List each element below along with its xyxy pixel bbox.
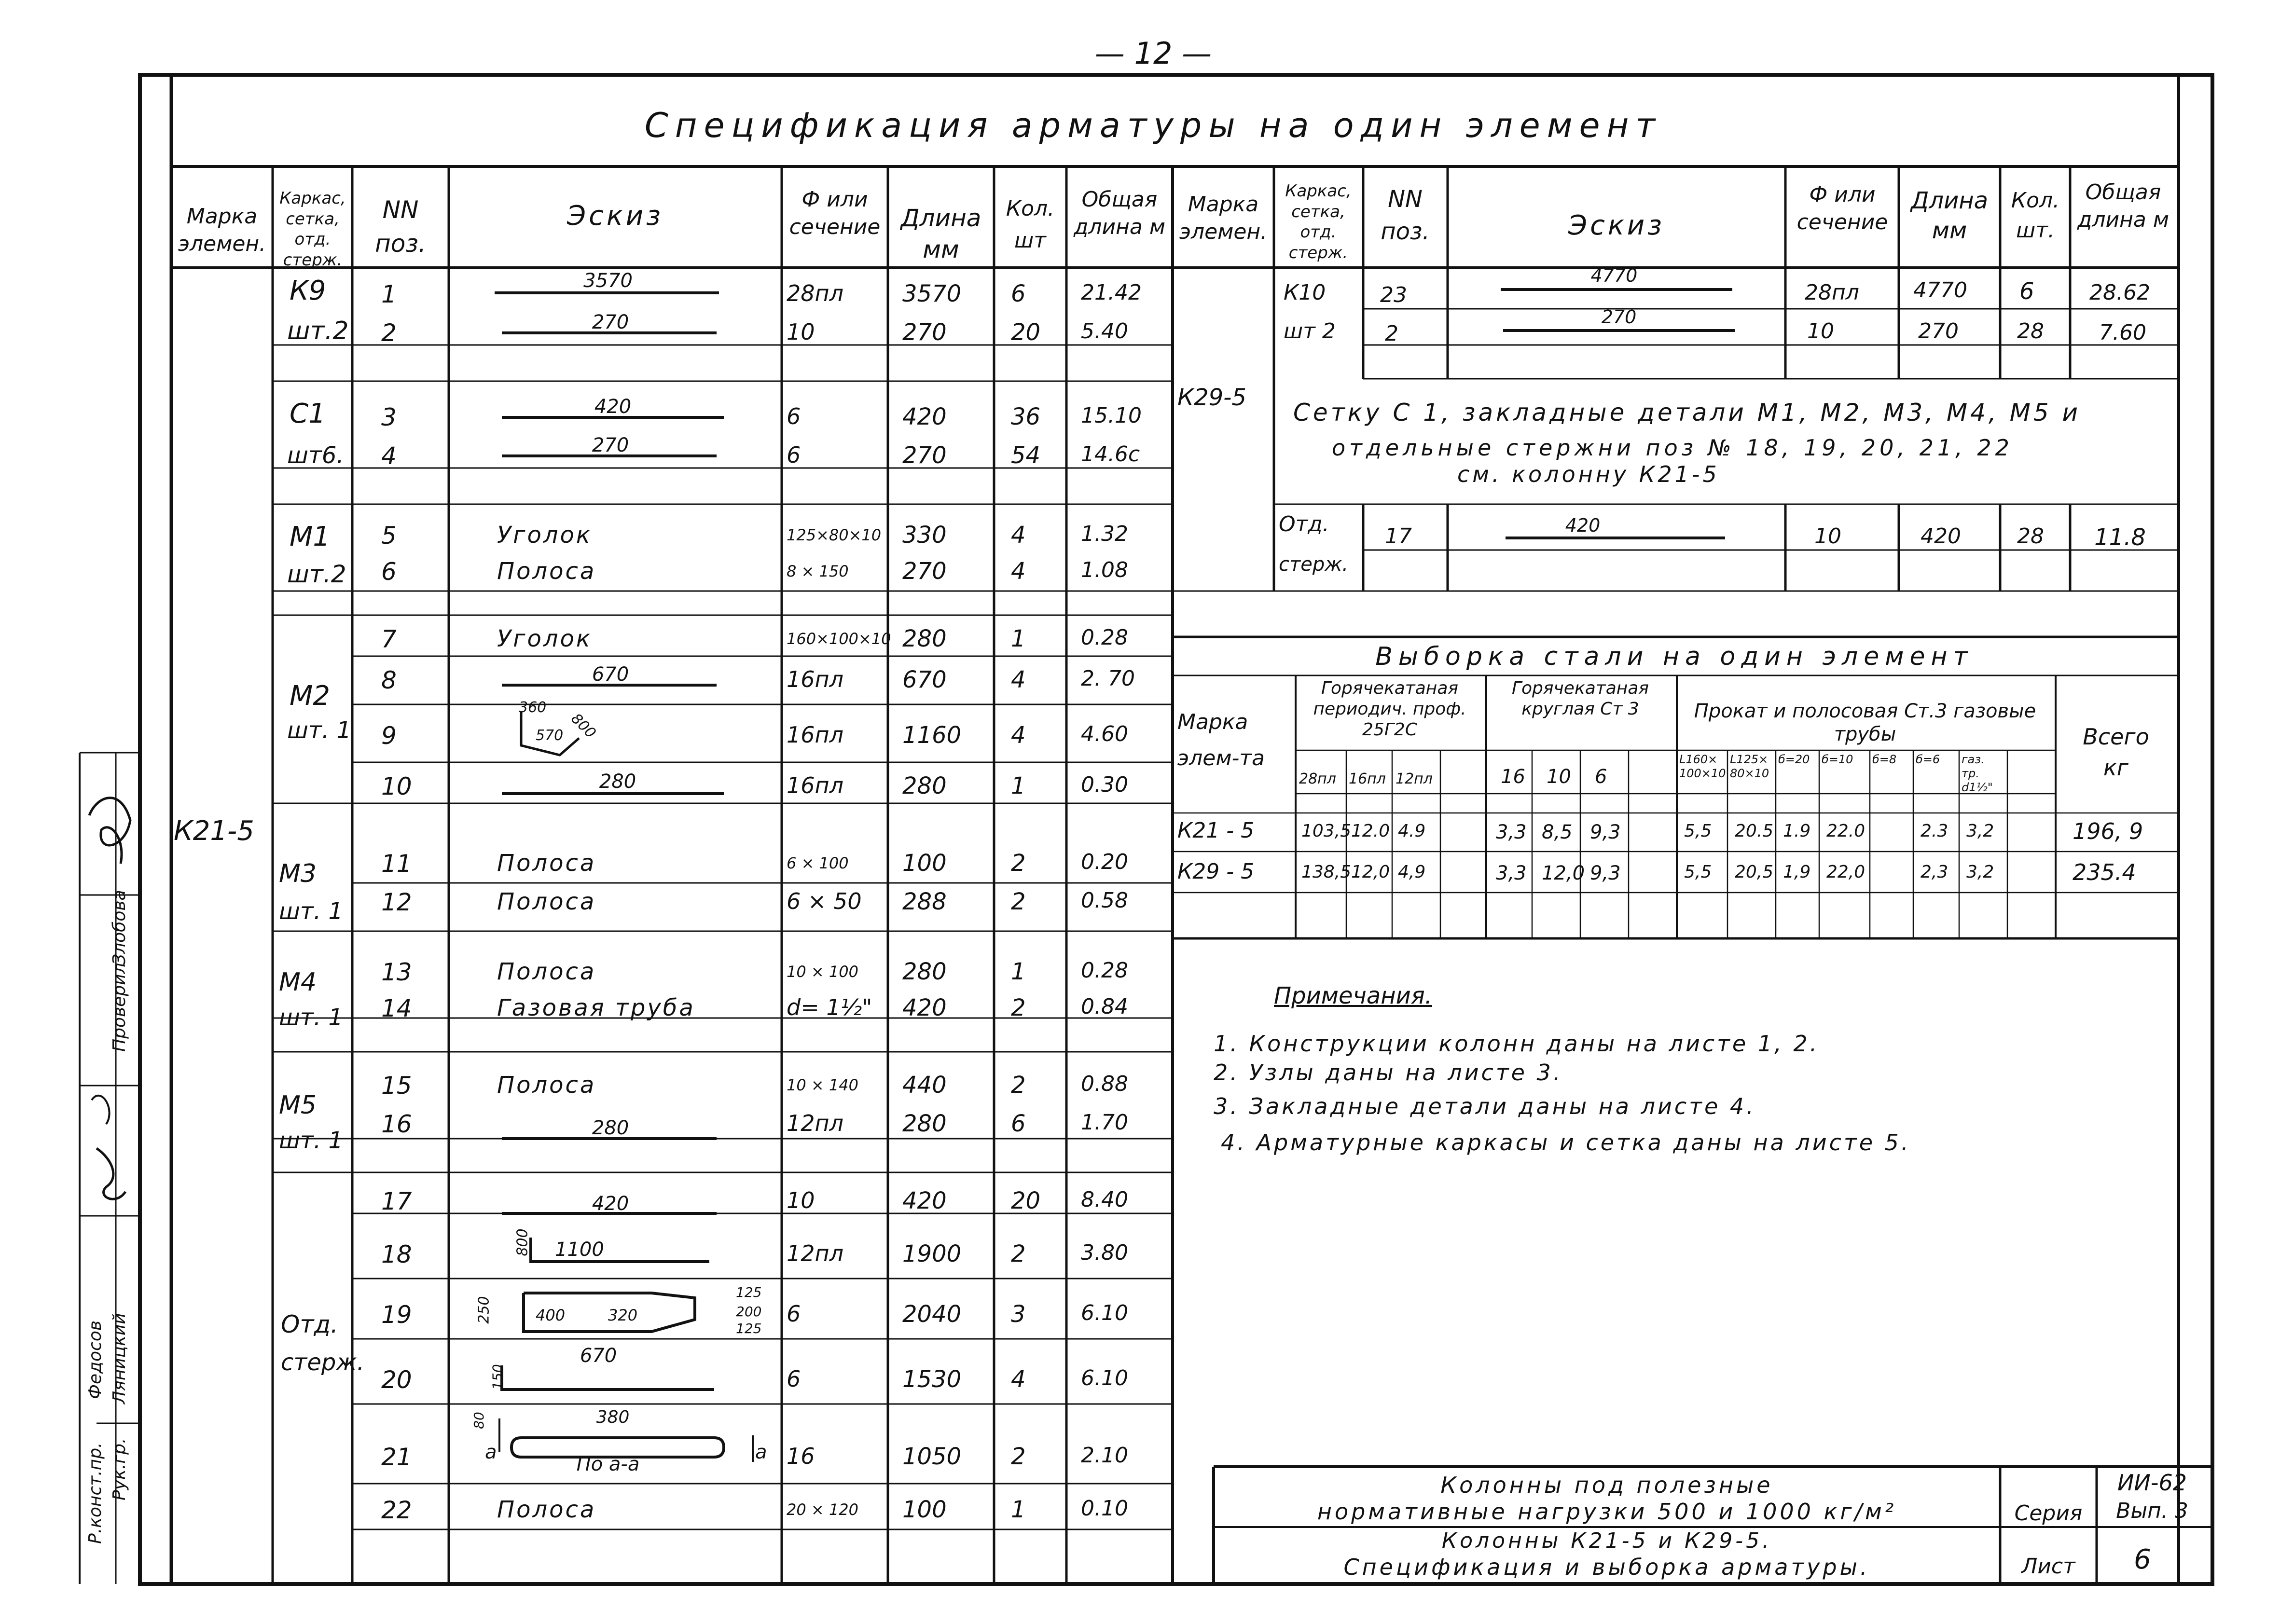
right-qty: 6 [2019, 278, 2034, 305]
steel-cell: 9,3 [1590, 862, 1621, 884]
steel-cell: 8,5 [1542, 821, 1573, 843]
spec-cell: 1 [1011, 958, 1026, 985]
spec-cell: 3 [1011, 1301, 1026, 1328]
steel-cell: 22,0 [1826, 862, 1865, 882]
note-item: 4. Арматурные каркасы и сетка даны на листе 5. [1221, 1129, 1911, 1156]
stamp-role: Р.конст.пр. [85, 1442, 105, 1544]
spec-cell: 6 [787, 1301, 801, 1327]
right-section: 10 [1807, 319, 1834, 344]
spec-cell: 3 [381, 403, 397, 431]
series-label: Серия [2014, 1501, 2083, 1526]
spec-cell: 3.80 [1081, 1240, 1128, 1265]
spec-cell: 1.70 [1081, 1110, 1128, 1135]
spec-cell: 1900 [902, 1240, 962, 1267]
steel-cell: 10 [1547, 766, 1571, 788]
right-section: 10 [1814, 524, 1841, 549]
sketch-dim: 3570 [583, 270, 633, 292]
spec-cell: 0.84 [1081, 994, 1128, 1019]
spec-cell: 16 [787, 1443, 815, 1469]
spec-cell: 0.30 [1081, 772, 1128, 797]
sketch-dim: По а-а [576, 1453, 640, 1475]
steel-cell: L125× 80×10 [1730, 753, 1769, 780]
spec-cell: 270 [902, 319, 947, 346]
spec-cell: 15.10 [1081, 403, 1142, 428]
spec-cell: 330 [902, 522, 947, 549]
spec-cell: 0.10 [1081, 1496, 1128, 1521]
spec-cell: 2040 [902, 1301, 962, 1328]
spec-cell: 21.42 [1081, 280, 1142, 305]
spec-cell: 6 [1011, 1110, 1026, 1137]
sketch-dim: 570 [536, 727, 564, 744]
steel-cell: L160× 100×10 [1679, 753, 1726, 780]
right-pos: 23 [1380, 283, 1407, 307]
right-group: шт 2 [1284, 319, 1336, 344]
spec-cell: 1530 [902, 1366, 962, 1393]
spec-cell: 2 [1011, 850, 1026, 877]
steel-cell: 235.4 [2073, 859, 2136, 885]
right-total: 11.8 [2094, 524, 2146, 551]
spec-cell: 2 [1011, 888, 1026, 915]
steel-cell: 20,5 [1735, 862, 1774, 882]
spec-cell: 1.32 [1081, 522, 1128, 546]
steel-header-group3: Прокат и полосовая Ст.3 газовые трубы [1694, 700, 2036, 745]
spec-cell: 2 [1011, 1443, 1026, 1470]
spec-cell: 6.10 [1081, 1366, 1128, 1390]
spec-cell: 4 [1011, 722, 1026, 749]
title-block-line3: Колонны К21-5 и К29-5. [1441, 1528, 1772, 1553]
spec-cell: 0.20 [1081, 850, 1128, 874]
steel-header-group2: Горячекатаная круглая Ст 3 [1511, 678, 1649, 719]
header-frame-right: Каркас, сетка, отд. стерж. [1285, 181, 1352, 262]
steel-cell: 22.0 [1826, 821, 1865, 841]
spec-cell: 6 [381, 558, 397, 586]
spec-cell: 420 [902, 1187, 947, 1214]
spec-cell: 10 × 140 [787, 1076, 858, 1094]
header-section: Ф или сечение [789, 187, 881, 240]
sketch-dim: 420 [594, 396, 632, 418]
issue-value: Вып. 3 [2116, 1499, 2188, 1523]
steel-header-total: Всего кг [2083, 724, 2149, 781]
spec-cell: 1160 [902, 722, 962, 749]
group-label: К9 [290, 275, 326, 306]
title-block-line1: Колонны под полезные [1440, 1472, 1773, 1498]
sketch-dim: 320 [608, 1306, 638, 1324]
steel-cell: 2,3 [1921, 862, 1948, 882]
spec-cell: 20 × 120 [787, 1500, 858, 1519]
steel-cell: 16пл [1349, 771, 1386, 787]
spec-cell: 160×100×10 [787, 630, 891, 648]
sketch-dim: 125 [736, 1321, 762, 1336]
group-label: шт.2 [287, 317, 349, 345]
steel-header-mark: Марка элем-та [1177, 710, 1265, 771]
header-sketch: Эскиз [567, 200, 663, 232]
spec-cell: 0.28 [1081, 958, 1128, 983]
spec-cell: 4 [1011, 522, 1026, 549]
spec-cell: 12пл [787, 1110, 844, 1136]
steel-cell: 9,3 [1590, 821, 1621, 843]
spec-cell: 6.10 [1081, 1301, 1128, 1325]
note-item: 2. Узлы даны на листе 3. [1214, 1060, 1563, 1086]
header-sketch-right: Эскиз [1568, 210, 1665, 241]
steel-cell: газ. тр. d1½" [1962, 753, 1993, 794]
steel-cell: 12.0 [1351, 821, 1390, 841]
spec-cell: 280 [902, 772, 947, 799]
spec-cell: 12 [381, 888, 412, 916]
spec-cell: 6 × 100 [787, 854, 849, 872]
title-block-line2: нормативные нагрузки 500 и 1000 кг/м² [1317, 1499, 1897, 1525]
group-label: шт. 1 [279, 898, 343, 925]
right-note-line: отдельные стержни поз № 18, 19, 20, 21, 22 [1332, 435, 2013, 461]
sketch-dim: 270 [592, 434, 629, 456]
steel-cell: 28пл [1299, 771, 1336, 787]
spec-cell: 125×80×10 [787, 526, 882, 544]
group-label: С1 [290, 398, 326, 429]
spec-cell: 36 [1011, 403, 1041, 430]
right-qty: 28 [2017, 524, 2044, 549]
group-label: М3 [279, 859, 317, 888]
title-block-line4: Спецификация и выборка арматуры. [1343, 1554, 1870, 1580]
group-label: М5 [279, 1091, 317, 1120]
right-total: 28.62 [2089, 280, 2150, 305]
spec-cell: 20 [381, 1366, 412, 1394]
spec-cell: 1 [1011, 1496, 1026, 1523]
steel-cell: б=8 [1872, 753, 1897, 766]
spec-cell: 13 [381, 958, 412, 986]
right-pos: 17 [1385, 524, 1412, 549]
spec-cell: 10 [381, 772, 412, 800]
sheet-value: 6 [2134, 1544, 2151, 1575]
page-number: — 12 — [1094, 36, 1212, 71]
header-pos-right: NN поз. [1381, 186, 1430, 246]
header-pos: NN поз. [375, 196, 426, 258]
steel-cell: б=20 [1778, 753, 1810, 766]
element-mark-right: К29-5 [1177, 384, 1247, 411]
right-length: 420 [1921, 524, 1961, 549]
steel-cell: 6 [1595, 766, 1607, 788]
spec-cell: 2 [381, 319, 397, 347]
spec-cell: 0.88 [1081, 1072, 1128, 1096]
spec-cell: 420 [902, 994, 947, 1021]
sketch-dim: 125 [736, 1284, 762, 1300]
spec-cell: 9 [381, 722, 397, 750]
sketch-dim: 380 [596, 1407, 630, 1427]
steel-cell: К29 - 5 [1177, 859, 1255, 884]
group-label: М4 [279, 968, 317, 997]
spec-cell: 8 [381, 666, 397, 694]
spec-cell: 6 × 50 [787, 888, 862, 914]
spec-cell: 280 [902, 1110, 947, 1137]
group-label: шт. 1 [287, 717, 351, 744]
right-pos: 2 [1385, 321, 1398, 346]
steel-cell: 12пл [1396, 771, 1433, 787]
sketch-dim: а [485, 1441, 497, 1463]
element-mark-left: К21-5 [174, 815, 254, 847]
spec-cell: Полоса [497, 1496, 596, 1523]
sketch-dim: 150 [489, 1364, 506, 1390]
spec-cell: 14.6с [1081, 442, 1140, 467]
spec-cell: 1 [381, 280, 397, 308]
spec-cell: 20 [1011, 319, 1041, 346]
spec-cell: 270 [902, 442, 947, 469]
sketch-dim: 1100 [555, 1239, 604, 1261]
spec-cell: 6 [787, 442, 801, 468]
header-qty-right: Кол. шт. [2011, 188, 2060, 243]
spec-cell: 19 [381, 1301, 412, 1329]
steel-cell: 16 [1501, 766, 1525, 788]
steel-cell: 3,2 [1966, 862, 1994, 882]
stamp-extra: Проверил [110, 963, 129, 1052]
sketch-dim: а [755, 1441, 767, 1463]
spec-cell: 6 [1011, 280, 1026, 307]
right-note-line: см. колонну К21-5 [1457, 461, 1720, 487]
sketch-dim: 200 [736, 1304, 762, 1320]
right-group: Отд. [1279, 512, 1329, 537]
spec-cell: 2. 70 [1081, 666, 1135, 691]
spec-cell: 14 [381, 994, 412, 1022]
notes-title: Примечания. [1274, 982, 1432, 1009]
spec-cell: 11 [381, 850, 412, 878]
spec-cell: 4 [1011, 558, 1026, 585]
steel-cell: 2.3 [1921, 821, 1948, 841]
steel-cell: 3,2 [1966, 821, 1994, 841]
spec-cell: 2 [1011, 994, 1026, 1021]
spec-cell: 2 [1011, 1072, 1026, 1099]
spec-cell: 4.60 [1081, 722, 1128, 746]
steel-cell: 12,0 [1351, 862, 1390, 882]
right-qty: 28 [2017, 319, 2044, 344]
right-dim: 420 [1565, 515, 1601, 536]
spec-cell: Полоса [497, 958, 596, 985]
sheet-label: Лист [2021, 1554, 2075, 1579]
steel-cell: 12,0 [1542, 862, 1585, 884]
steel-cell: 5,5 [1684, 821, 1712, 841]
spec-title: Спецификация арматуры на один элемент [644, 106, 1662, 145]
header-mark: Марка элемен. [178, 204, 266, 257]
spec-cell: 280 [902, 625, 947, 652]
spec-cell: 16пл [787, 722, 844, 748]
spec-cell: 15 [381, 1072, 412, 1100]
spec-cell: 100 [902, 850, 947, 877]
spec-cell: 1.08 [1081, 558, 1128, 582]
steel-cell: 1.9 [1783, 821, 1811, 841]
spec-cell: 16 [381, 1110, 412, 1138]
spec-cell: 1 [1011, 625, 1026, 652]
spec-cell: 5.40 [1081, 319, 1128, 344]
sketch-dim: 280 [599, 771, 636, 793]
steel-cell: 4,9 [1398, 862, 1426, 882]
sketch-dim: 800 [514, 1228, 531, 1256]
group-label: шт.2 [287, 560, 346, 588]
spec-cell: 440 [902, 1072, 947, 1099]
spec-cell: 1050 [902, 1443, 962, 1470]
spec-cell: 10 [787, 319, 815, 345]
spec-cell: 8.40 [1081, 1187, 1128, 1212]
right-dim: 4770 [1590, 265, 1638, 286]
spec-cell: 670 [902, 666, 947, 693]
right-total: 7.60 [2099, 320, 2146, 345]
spec-cell: Полоса [497, 888, 596, 915]
spec-cell: 4 [381, 442, 397, 470]
spec-cell: Уголок [497, 625, 592, 652]
spec-cell: 100 [902, 1496, 947, 1523]
steel-cell: 138,5 [1301, 862, 1352, 882]
header-frame: Каркас, сетка, отд. стерж. [279, 189, 346, 270]
right-length: 4770 [1913, 278, 1967, 303]
spec-cell: d= 1½" [787, 994, 872, 1020]
sketch-dim: 80 [470, 1412, 487, 1429]
steel-cell: 103,5 [1301, 821, 1352, 841]
steel-cell: К21 - 5 [1177, 818, 1255, 843]
header-total: Общая длина м [1073, 187, 1166, 240]
group-label: шт. 1 [279, 1004, 343, 1031]
spec-cell: Полоса [497, 558, 596, 585]
group-label: шт6. [287, 442, 344, 469]
spec-cell: 270 [902, 558, 947, 585]
group-label: шт. 1 [279, 1127, 343, 1154]
right-group-extra: стерж. [1279, 553, 1349, 576]
steel-cell: 3,3 [1496, 862, 1527, 884]
steel-header-group1: Горячекатаная периодич. проф. 25Г2С [1313, 678, 1466, 740]
spec-cell: 16пл [787, 772, 844, 798]
spec-cell: 10 [787, 1187, 815, 1213]
spec-cell: 0.28 [1081, 625, 1128, 650]
spec-cell: 8 × 150 [787, 562, 849, 580]
sketch-dim: 280 [592, 1117, 629, 1139]
stamp-name: Ляницкий [110, 1313, 129, 1404]
steel-cell: 5,5 [1684, 862, 1712, 882]
spec-cell: 10 × 100 [787, 963, 858, 981]
header-section-right: Ф или сечение [1796, 182, 1888, 235]
spec-cell: 2 [1011, 1240, 1026, 1267]
spec-cell: 1 [1011, 772, 1026, 799]
spec-cell: 21 [381, 1443, 412, 1471]
sketch-dim: 420 [592, 1193, 629, 1215]
spec-cell: 7 [381, 625, 397, 653]
stamp-role: Рук.гр. [110, 1438, 129, 1500]
stamp-name: Федосов [85, 1320, 105, 1399]
spec-cell: 0.58 [1081, 888, 1128, 913]
sketch-dim: 250 [475, 1296, 493, 1324]
group-label: Отд. [281, 1310, 338, 1338]
sketch-dim: 670 [592, 663, 629, 686]
spec-cell: 3570 [902, 280, 962, 307]
spec-cell: 54 [1011, 442, 1041, 469]
spec-cell: 28пл [787, 280, 844, 306]
spec-cell: 16пл [787, 666, 844, 692]
steel-title: Выборка стали на один элемент [1375, 642, 1974, 671]
spec-cell: Уголок [497, 522, 592, 549]
sketch-dim: 670 [580, 1345, 617, 1367]
stamp-extra: Злобова [110, 890, 129, 965]
group-label: стерж. [281, 1349, 364, 1376]
spec-cell: 420 [902, 403, 947, 430]
note-item: 3. Закладные детали даны на листе 4. [1214, 1093, 1756, 1119]
group-label: М2 [290, 680, 330, 712]
header-length: Длина мм [900, 204, 981, 263]
spec-cell: 20 [1011, 1187, 1041, 1214]
sketch-dim: 360 [519, 699, 547, 716]
note-item: 1. Конструкции колонн даны на листе 1, 2. [1214, 1031, 1820, 1057]
spec-cell: 5 [381, 522, 397, 550]
right-length: 270 [1918, 319, 1959, 344]
spec-cell: 4 [1011, 666, 1026, 693]
spec-cell: Полоса [497, 850, 596, 877]
spec-cell: 6 [787, 403, 801, 429]
header-qty: Кол. шт [1006, 196, 1055, 253]
spec-cell: 288 [902, 888, 947, 915]
spec-cell: 12пл [787, 1240, 844, 1266]
spec-cell: 4 [1011, 1366, 1026, 1393]
right-dim: 270 [1601, 306, 1637, 328]
sketch-dim: 800 [567, 710, 599, 742]
spec-cell: Газовая труба [497, 994, 695, 1021]
steel-cell: 1,9 [1783, 862, 1811, 882]
spec-cell: 18 [381, 1240, 412, 1268]
spec-cell: 17 [381, 1187, 412, 1215]
steel-cell: б=10 [1822, 753, 1853, 766]
steel-cell: 4.9 [1398, 821, 1426, 841]
right-section: 28пл [1805, 280, 1859, 305]
steel-cell: 3,3 [1496, 821, 1527, 843]
group-label: М1 [290, 521, 330, 552]
sketch-dim: 400 [536, 1306, 566, 1324]
steel-cell: б=6 [1916, 753, 1940, 766]
right-note-line: Сетку С 1, закладные детали М1, М2, М3, М4, М5 и [1293, 399, 2081, 427]
spec-cell: 6 [787, 1366, 801, 1392]
steel-cell: 196, 9 [2073, 818, 2143, 844]
header-length-right: Длина мм [1910, 187, 1989, 245]
spec-cell: Полоса [497, 1072, 596, 1099]
header-total-right: Общая длина м [2077, 180, 2169, 233]
sketch-dim: 270 [592, 311, 629, 333]
header-mark-right: Марка элемен. [1179, 192, 1268, 245]
spec-cell: 2.10 [1081, 1443, 1128, 1468]
spec-cell: 22 [381, 1496, 412, 1524]
series-value: ИИ-62 [2117, 1470, 2187, 1496]
right-group: К10 [1284, 280, 1326, 305]
spec-cell: 280 [902, 958, 947, 985]
steel-cell: 20.5 [1735, 821, 1774, 841]
